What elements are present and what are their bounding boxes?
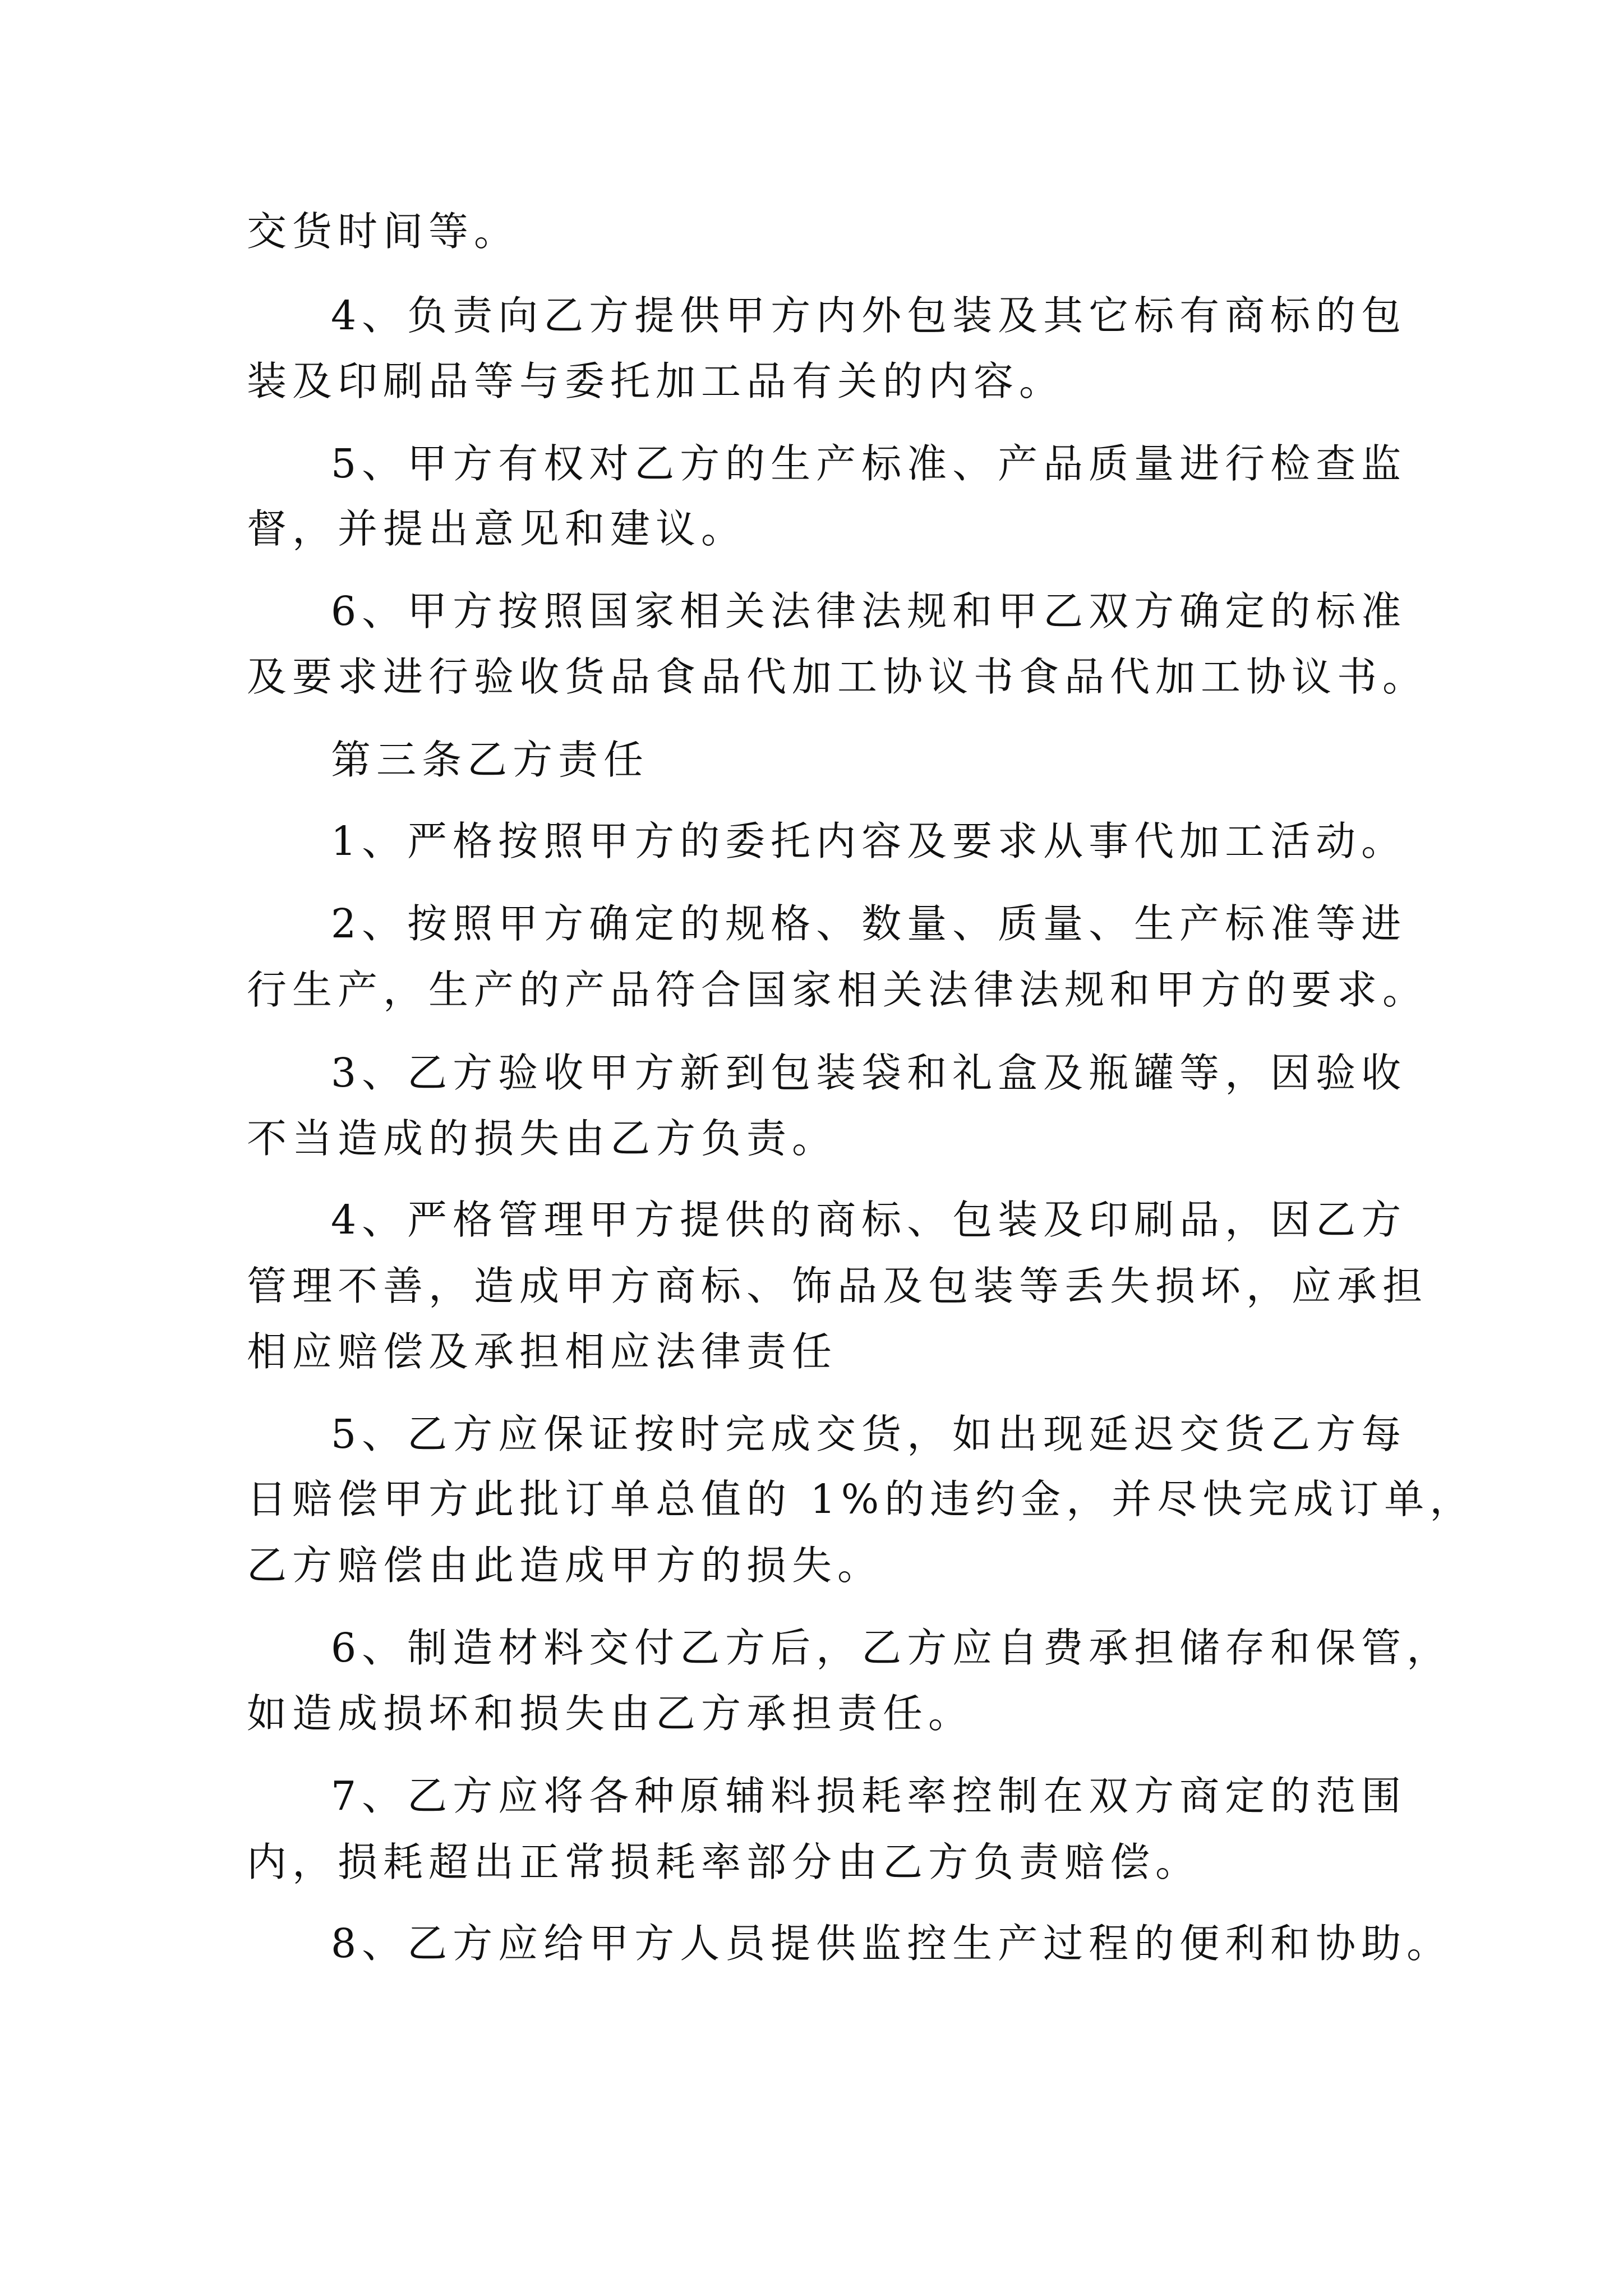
text-line: 6、制造材料交付乙方后，乙方应自费承担储存和保管，	[331, 1625, 1453, 1671]
text-line: 7、乙方应将各种原辅料损耗率控制在双方商定的范围	[331, 1773, 1407, 1819]
text-line: 如造成损坏和损失由乙方承担责任。	[247, 1690, 974, 1737]
text-line: 8、乙方应给甲方人员提供监控生产过程的便利和协助。	[331, 1920, 1453, 1967]
text-line: 相应赔偿及承担相应法律责任	[247, 1328, 838, 1375]
section-heading: 第三条乙方责任	[331, 737, 649, 783]
text-line: 行生产，生产的产品符合国家相关法律法规和甲方的要求。	[247, 967, 1428, 1013]
text-line: 内，损耗超出正常损耗率部分由乙方负责赔偿。	[247, 1839, 1201, 1885]
text-line: 不当造成的损失由乙方负责。	[247, 1115, 838, 1162]
text-line: 装及印刷品等与委托加工品有关的内容。	[247, 358, 1065, 404]
text-line: 5、甲方有权对乙方的生产标准、产品质量进行检查监	[331, 440, 1407, 487]
text-line: 4、严格管理甲方提供的商标、包装及印刷品，因乙方	[331, 1197, 1407, 1243]
text-line: 3、乙方验收甲方新到包装袋和礼盒及瓶罐等，因验收	[331, 1050, 1407, 1096]
text-line: 6、甲方按照国家相关法律法规和甲乙双方确定的标准	[331, 588, 1407, 634]
text-line: 督，并提出意见和建议。	[247, 505, 747, 552]
text-line: 4、负责向乙方提供甲方内外包装及其它标有商标的包	[331, 292, 1407, 339]
text-line: 2、按照甲方确定的规格、数量、质量、生产标准等进	[331, 900, 1407, 947]
text-line: 管理不善，造成甲方商标、饰品及包装等丢失损坏，应承担	[247, 1263, 1428, 1309]
text-line: 交货时间等。	[247, 208, 520, 255]
text-line: 1、严格按照甲方的委托内容及要求从事代加工活动。	[331, 818, 1407, 864]
text-line: 5、乙方应保证按时完成交货，如出现延迟交货乙方每	[331, 1411, 1407, 1457]
text-line: 乙方赔偿由此造成甲方的损失。	[247, 1542, 883, 1589]
text-line: 及要求进行验收货品食品代加工协议书食品代加工协议书。	[247, 654, 1428, 700]
text-line: 日赔偿甲方此批订单总值的 1%的违约金，并尽快完成订单，	[247, 1476, 1476, 1522]
